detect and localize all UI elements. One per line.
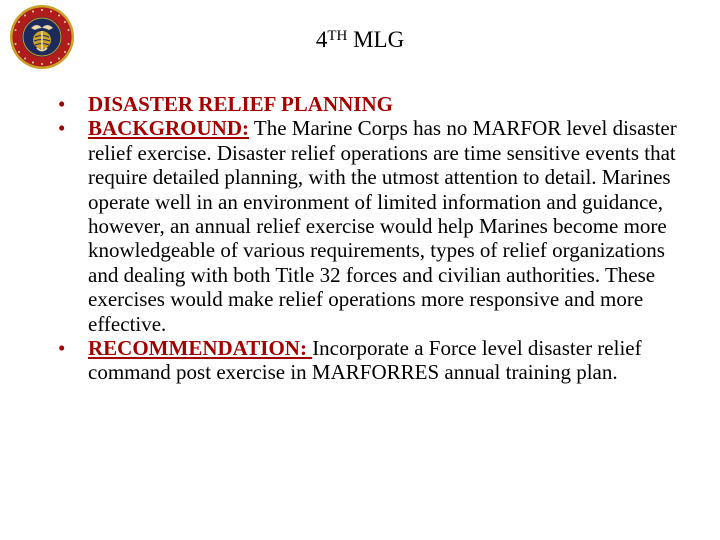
bullet-list	[58, 92, 678, 385]
bullet-disaster-relief-planning	[58, 92, 678, 116]
bullet-heading: RECOMMENDATION:	[88, 336, 313, 361]
bullet-heading: DISASTER RELIEF PLANNING	[88, 92, 393, 116]
bullet-dot-icon: •	[58, 336, 66, 361]
bullet-body: Incorporate a Force level disaster relief command post exercise in MARFORRES annual training plan.	[88, 336, 642, 385]
bullet-dot-icon: •	[58, 92, 66, 116]
bullet-dot-icon: •	[58, 116, 66, 141]
title-number: 4	[315, 27, 328, 52]
bullet-heading: BACKGROUND:	[88, 116, 249, 141]
bullet-body: The Marine Corps has no MARFOR level disaster relief exercise. Disaster relief operations are time sensitive events that require detailed planning, with the utmost attention to detail. Marines operate well in an environment of limited information and guidance, however, an annual relief exercise would help Marines become more knowledgeable of various requirements, types of relief organizations and dealing with both Title 32 forces and civilian authorities. These exercises would make relief operations more responsive and more effective.	[88, 116, 677, 336]
bullet-recommendation	[58, 336, 678, 385]
title-unit: MLG	[347, 27, 405, 52]
title-ordinal-suffix: TH	[327, 28, 348, 44]
bullet-background	[58, 116, 678, 336]
page-title	[0, 26, 720, 57]
